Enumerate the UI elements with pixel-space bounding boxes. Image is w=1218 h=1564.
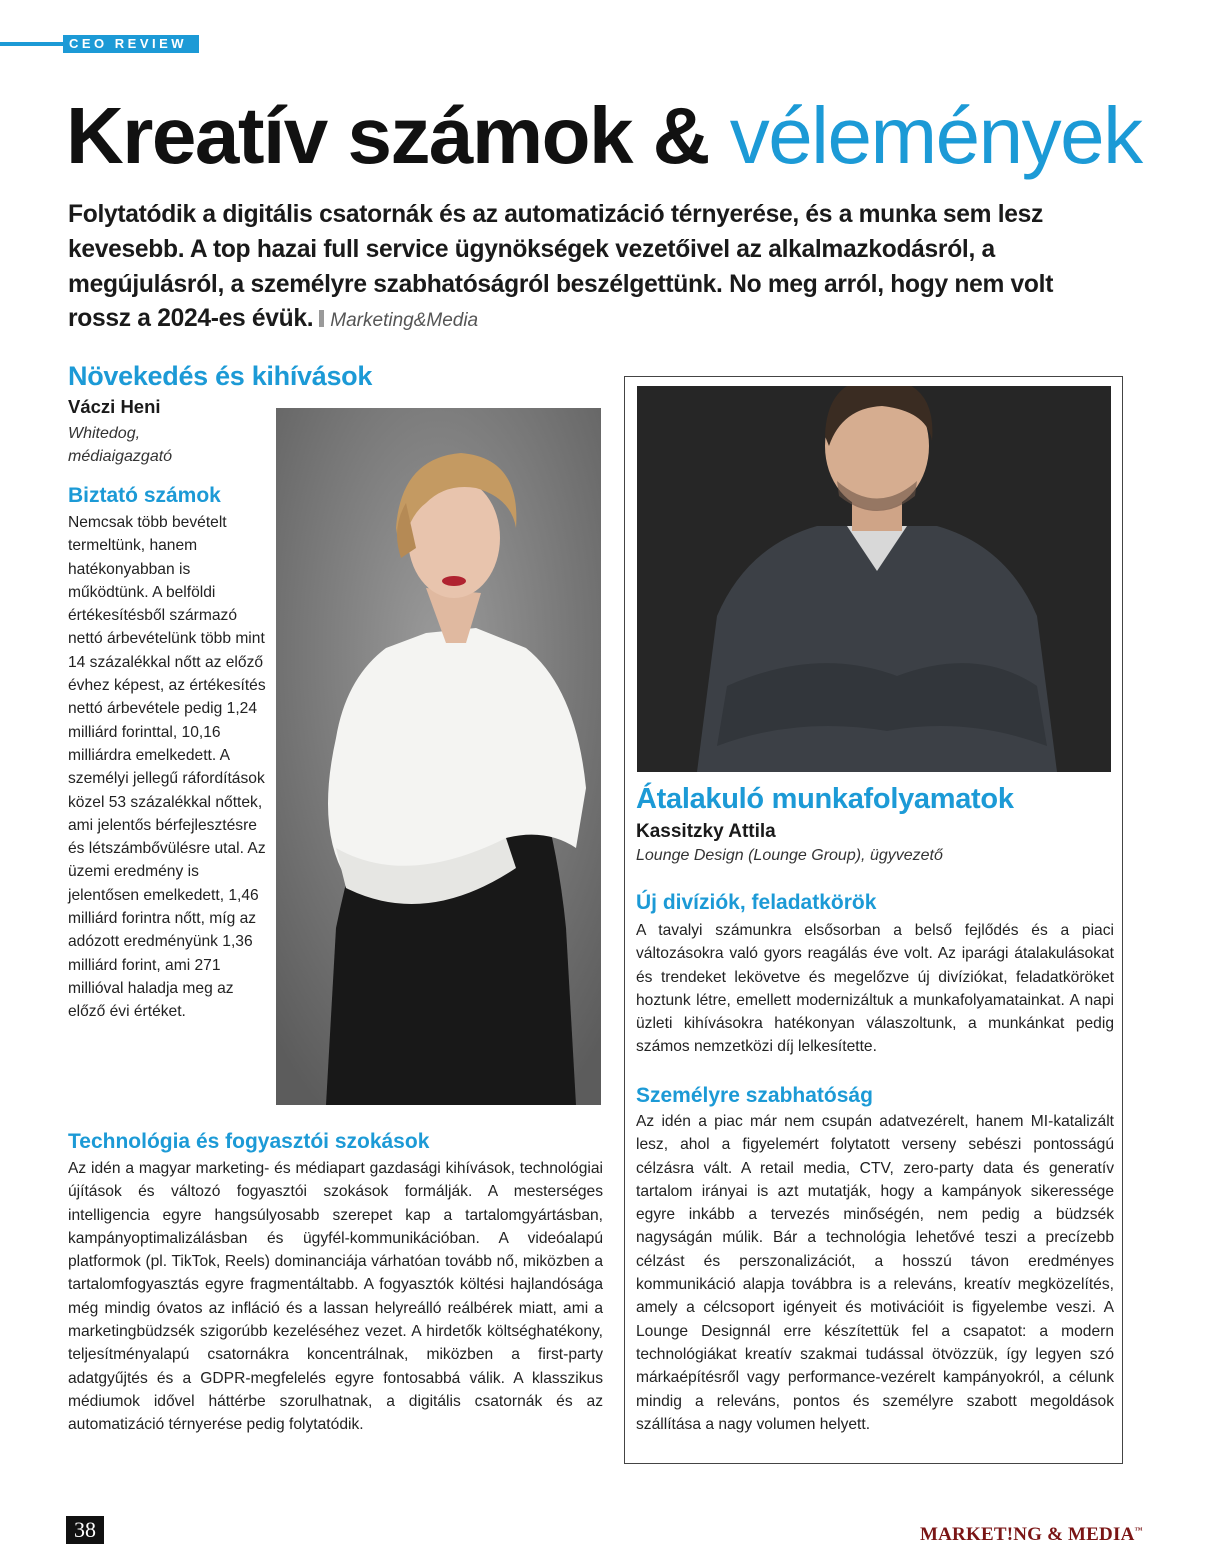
headline-bold: Kreatív számok & [66, 91, 709, 180]
left-subheading-1: Biztató számok [68, 484, 221, 507]
left-subheading-2: Technológia és fogyasztói szokások [68, 1130, 430, 1153]
right-author-role: Lounge Design (Lounge Group), ügyvezető [636, 847, 943, 864]
right-subheading-1: Új divíziók, feladatkörök [636, 891, 877, 914]
right-author-name: Kassitzky Attila [636, 821, 776, 842]
left-body-2: Az idén a magyar marketing- és médiapart gazdasági kihívások, technológiai újítások és változó fogyasztói szokások formálják. A mesterséges intelligencia egyre hangsúlyosabb szerepet kap a tartalomgyártásban, kampányoptimalizálásban és ügyfél-kommunikációban. A videóalapú platformok (pl. TikTok, Reels) dominanciája várhatóan tovább nő, miközben a tartalomfogyasztás egyre fragmentáltabb. A fogyasztók költési hajlandósága még mindig óvatos az infláció és a lassan helyreálló reálbérek miatt, ami a marketingbüdzsék szigorúbb kezeléséhez vezet. A hirdetők költséghatékony, teljesítményalapú csatornákra koncentrálnak, miközben a first-party adatgyűjtés és a GDPR-megfelelés egyre fontosabbá válik. A klasszikus médiumok idővel háttérbe szorulhatnak, a digitális csatornák és az automatizáció térnyerése pedig folytatódik. [68, 1160, 603, 1434]
lead-paragraph [68, 198, 1068, 339]
right-body-2: Az idén a piac már nem csupán adatvezérelt, hanem MI-katalizált lesz, ahol a figyelemért folytatott verseny sebészi pontosságú célzásra vált. A retail media, CTV, zero-party data és generatív tartalom irányai is azt mutatják, hogy a kampányok sikeressége egyre inkább a tervezés minőségén, nem pedig a büdzsék nagyságán múlik. Bár a technológia lehetővé teszi a precízebb célzást és perszonalizációt, a hosszú távon eredményes kommunikáció alapja továbbra is a releváns, kreatív megközelítés, amely a célcsoport igényeit és motivációit is figyelembe veszi. A Lounge Designnál erre készítettük fel a csapatot: a modern technológiákat kreatív szakmai tudással ötvözzük, így legyen szó márkaépítésről vagy performance-vezérelt kampányokról, a célunk mindig a releváns, pontos és személyre szabott megoldások szállítása a nagy volumen helyett. [636, 1113, 1114, 1433]
left-body-1: Nemcsak több bevételt termeltünk, hanem hatékonyabban is működtünk. A belföldi értékesítésből származó nettó árbevételünk több mint 14 százalékkal nőtt az előző évhez képest, az értékesítés nettó árbevétele pedig 1,24 milliárd forinttal, 10,16 milliárdra emelkedett. A személyi jellegű ráfordítások közel 53 százalékkal nőttek, ami jelentős bérfejlesztésre és létszámbővülésre utal. Az üzemi eredmény is jelentősen emelkedett, 1,46 milliárd forintra nőtt, míg az adózott eredményünk 1,36 milliárd forint, ami 271 millióval haladja meg az előző évi értéket. [68, 514, 266, 1021]
section-tag-line [0, 42, 63, 46]
portrait-illustration-woman [276, 408, 601, 1105]
lead-source: Marketing&Media [330, 310, 479, 332]
headline-light: vélemények [729, 91, 1142, 180]
portrait-photo-kassitzky-attila [637, 386, 1111, 772]
portrait-photo-vaczi-heni [276, 408, 601, 1105]
left-author-position: médiaigazgató [68, 448, 173, 465]
left-author-company: Whitedog, [68, 425, 141, 442]
right-subheading-2: Személyre szabhatóság [636, 1084, 873, 1107]
brand-logo-text: MARKET!NG & MEDIA [920, 1524, 1135, 1545]
brand-logo [920, 1524, 1143, 1546]
lead-text: Folytatódik a digitális csatornák és az automatizáció térnyerése, és a munka sem lesz kevesebb. A top hazai full service ügynökségek vezetőivel az alkalmazkodásról, a megújulásról, a személyre szabhatóságról beszélgettünk. No meg arról, hogy nem volt rossz a 2024-es évük. [68, 201, 1054, 333]
left-author-name: Váczi Heni [68, 396, 161, 417]
section-tag [0, 35, 199, 53]
section-tag-label: CEO REVIEW [63, 35, 199, 53]
page-number: 38 [66, 1516, 104, 1544]
right-article-title: Átalakuló munkafolyamatok [636, 783, 1014, 815]
left-author-role [68, 422, 172, 468]
lead-separator [319, 310, 324, 327]
left-article-title: Növekedés és kihívások [68, 361, 373, 391]
right-body-1: A tavalyi számunkra elsősorban a belső fejlődés és a piaci változásokra való gyors reagálás éve volt. Az iparági átalakulásokat és trendeket lekövetve és megelőzve új divíziókat, feladatköröket hoztunk létre, emellett modernizáltuk a munkafolyamatainkat. A napi üzleti kihívásokra hatékonyan válaszoltunk, a munkánkat pedig számos nemzetközi díj lelkesítette. [636, 922, 1114, 1056]
portrait-illustration-man [637, 386, 1111, 772]
brand-trademark: ™ [1134, 1525, 1143, 1535]
headline [66, 91, 1166, 180]
